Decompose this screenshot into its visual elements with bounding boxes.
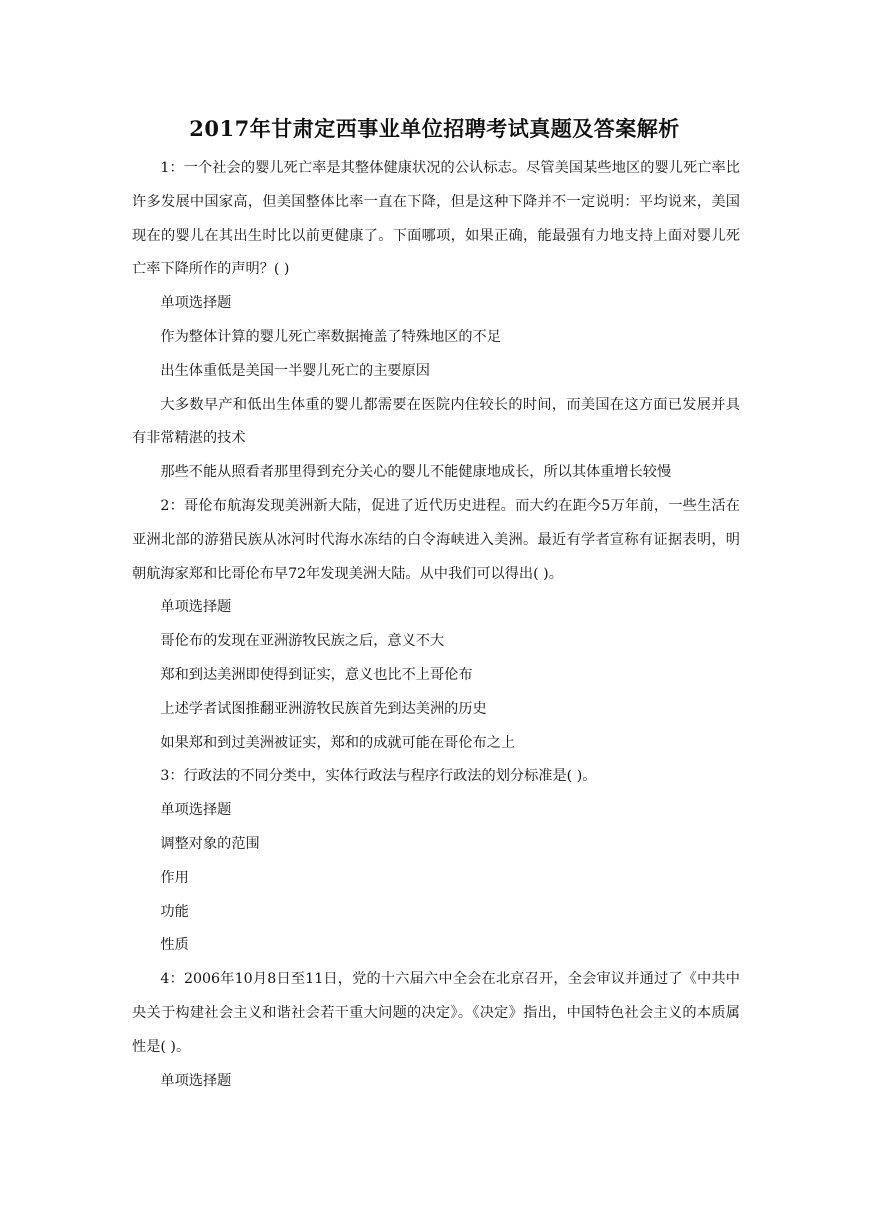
document-body	[132, 152, 740, 1098]
question-3-option-a: 调整对象的范围	[160, 835, 260, 852]
question-4-type: 单项选择题	[160, 1072, 232, 1089]
question-2-stem: 2：哥伦布航海发现美洲新大陆，促进了近代历史进程。而大约在距今5万年前，一些生活在亚洲北部的游猎民族从冰河时代海水冻结的白令海峡进入美洲。最近有学者宣称有证据表明，明朝航海家郑和比哥伦布早72年发现美洲大陆。从中我们可以得出( )。	[132, 497, 740, 582]
question-2-option-d: 如果郑和到过美洲被证实，郑和的成就可能在哥伦布之上	[160, 734, 516, 751]
question-2-option-c: 上述学者试图推翻亚洲游牧民族首先到达美洲的历史	[160, 700, 487, 717]
question-1-option-d: 那些不能从照看者那里得到充分关心的婴儿不能健康地成长，所以其体重增长较慢	[160, 464, 672, 481]
question-1-option-c: 大多数早产和低出生体重的婴儿都需要在医院内住较长的时间，而美国在这方面已发展并具有非常精湛的技术	[132, 396, 740, 447]
question-1-stem: 1：一个社会的婴儿死亡率是其整体健康状况的公认标志。尽管美国某些地区的婴儿死亡率比许多发展中国家高，但美国整体比率一直在下降，但是这种下降并不一定说明：平均说来，美国现在的婴儿在其出生时比以前更健康了。下面哪项，如果正确，能最强有力地支持上面对婴儿死亡率下降所作的声明？( )	[132, 160, 740, 278]
question-1-option-b: 出生体重低是美国一半婴儿死亡的主要原因	[160, 362, 430, 379]
question-3-option-d: 性质	[160, 937, 189, 954]
question-3-stem: 3：行政法的不同分类中，实体行政法与程序行政法的划分标准是( )。	[160, 768, 597, 785]
question-3-option-c: 功能	[160, 903, 189, 920]
question-4-stem: 4：2006年10月8日至11日，党的十六届六中全会在北京召开，全会审议并通过了《中共中央关于构建社会主义和谐社会若干重大问题的决定》。《决定》指出，中国特色社会主义的本质属性是( )。	[132, 971, 740, 1055]
question-3-option-b: 作用	[160, 869, 189, 886]
question-1-option-a: 作为整体计算的婴儿死亡率数据掩盖了特殊地区的不足	[160, 328, 501, 345]
question-2-option-b: 郑和到达美洲即使得到证实，意义也比不上哥伦布	[160, 666, 473, 683]
question-3-type: 单项选择题	[160, 802, 232, 819]
question-1-type: 单项选择题	[160, 295, 232, 312]
question-2-option-a: 哥伦布的发现在亚洲游牧民族之后，意义不大	[160, 633, 445, 650]
document-title: 2017年甘肃定西事业单位招聘考试真题及答案解析	[189, 116, 680, 141]
question-2-type: 单项选择题	[160, 599, 232, 616]
